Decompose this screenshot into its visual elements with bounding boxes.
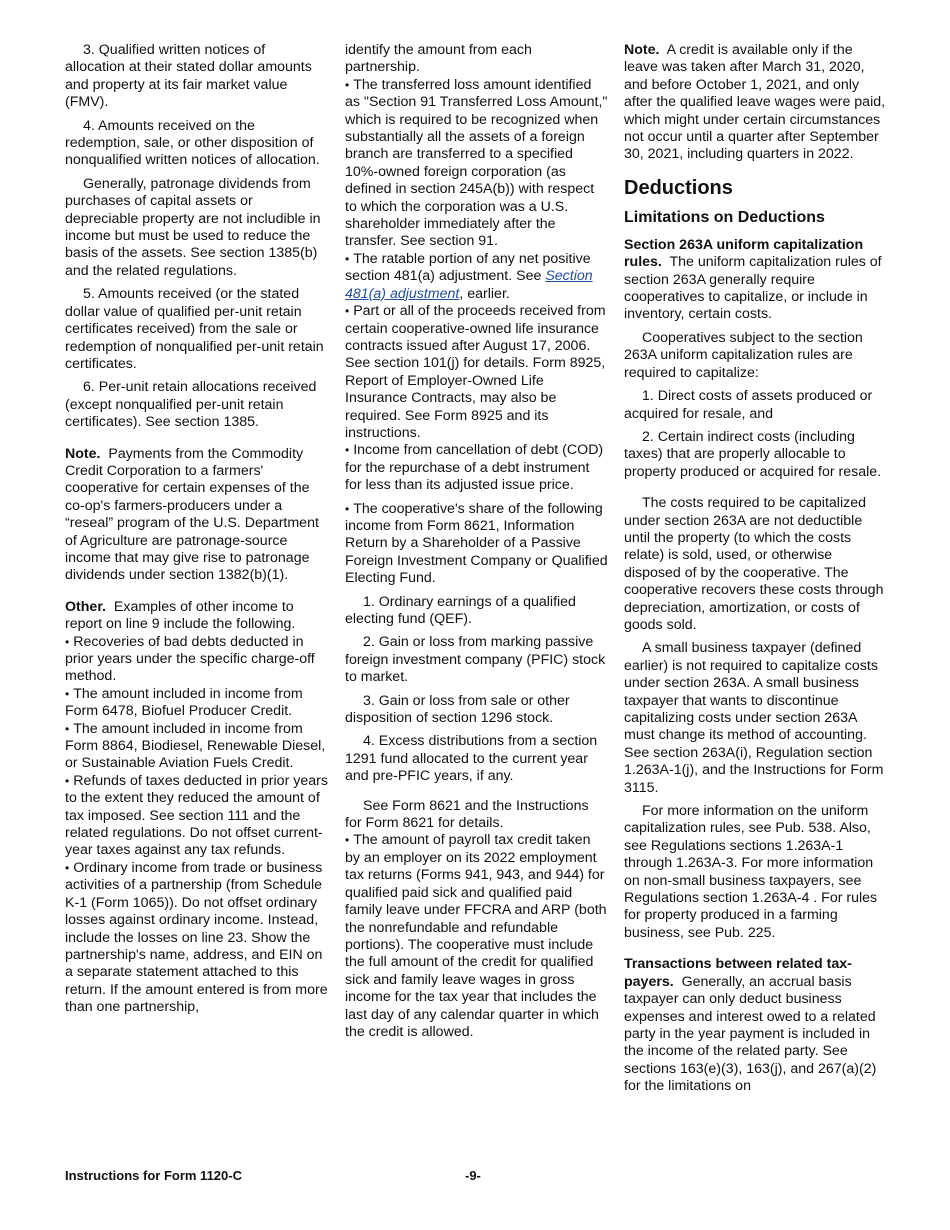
column-right <box>624 42 886 1102</box>
paragraph: The costs required to be capitalized under section 263A are not deductible until the property (to which the costs relate) is sold, used, or otherwise disposed of by the cooperative. The cooperative recovers these costs through depreciation, amortization, or costs of goods sold. <box>624 495 884 633</box>
list-item: • Refunds of taxes deducted in prior years to the extent they reduced the amount of tax imposed. See section 111 and the related regulations. Do not offset current-year taxes against any tax refunds. <box>65 772 328 859</box>
column-middle <box>345 42 608 1041</box>
section-481a-link[interactable]: Section 481(a) adjustment <box>345 268 593 302</box>
paragraph: 6. Per-unit retain allocations received (except nonqualified per-unit retain certificates). See section 1385. <box>65 379 317 431</box>
bullet-icon: • <box>65 721 70 736</box>
bullet-icon: • <box>345 501 350 516</box>
paragraph: 4. Amounts received on the redemption, sale, or other disposition of nonqualified written notices of allocation. <box>65 117 320 169</box>
footer-page-number: -9- <box>465 1168 481 1183</box>
bullet-icon: • <box>65 634 70 649</box>
heading-deductions: Deductions <box>624 176 733 199</box>
bullet-icon: • <box>345 833 350 848</box>
footer-form-title: Instructions for Form 1120-C <box>65 1168 242 1183</box>
paragraph: Generally, patronage dividends from purchases of capital assets or depreciable property are not includible in income but must be used to reduce the basis of the assets. See section 1385(b) and the related regulations. <box>65 175 321 279</box>
bullet-icon: • <box>65 773 70 788</box>
numbered-item: 1. Ordinary earnings of a qualified electing fund (QEF). <box>345 593 576 627</box>
note-paragraph: Note. Payments from the Commodity Credit Corporation to a farmers' cooperative for certain expenses of the co-op's farmers-producers under a “reseal” program of the U.S. Department of Agriculture are patronage-source income that may give rise to patronage dividends under section 1382(b)(1). <box>65 445 319 584</box>
list-item: • Ordinary income from trade or business activities of a partnership (from Schedule K-1 (Form 1065)). Do not offset ordinary losses against ordinary income. Instead, include the losses on line 23. Show the partnership's name, address, and EIN on a separate statement attached to this return. If the amount entered is from more than one partnership, <box>65 859 328 1016</box>
list-item: • Income from cancellation of debt (COD) for the repurchase of a debt instrument for less than its adjusted issue price. <box>345 442 604 494</box>
paragraph: Transactions between related taxpayers. Generally, an accrual basis taxpayer can only deduct business expenses and interest owed to a related party in the year payment is included in the income of the related party. See sections 163(e)(3), 163(j), and 267(a)(2) for the limitations on <box>624 956 877 1095</box>
list-item: • Recoveries of bad debts deducted in prior years under the specific charge-off method. <box>65 633 315 685</box>
numbered-item: 2. Certain indirect costs (including taxes) that are properly allocable to property produced or acquired for resale. <box>624 428 882 480</box>
column-left <box>65 42 328 1017</box>
section-263a-lead: Section 263A uniform capitalization rules. <box>624 236 864 271</box>
bullet-icon: • <box>65 860 70 875</box>
list-item: • The cooperative's share of the following income from Form 8621, Information Return by a Shareholder of a Passive Foreign Investment Company or Qualified Electing Fund. <box>345 500 608 587</box>
paragraph: 3. Qualified written notices of allocation at their stated dollar amounts and property at its fair market value (FMV). <box>65 42 312 111</box>
bullet-icon: • <box>65 686 70 701</box>
paragraph: See Form 8621 and the Instructions for Form 8621 for details. <box>345 797 589 832</box>
numbered-item: 3. Gain or loss from sale or other disposition of section 1296 stock. <box>345 692 570 727</box>
paragraph: Section 263A uniform capitalization rules. The uniform capitalization rules of section 263A generally require cooperatives to capitalize, or include in inventory, certain costs. <box>624 236 882 323</box>
other-lead: Other. <box>65 598 106 615</box>
numbered-item: 2. Gain or loss from marking passive foreign investment company (PFIC) stock to market. <box>345 634 606 686</box>
other-paragraph: Other. Examples of other income to report on line 9 include the following. <box>65 598 296 633</box>
bullet-icon: • <box>345 77 350 92</box>
bullet-icon: • <box>345 304 350 319</box>
paragraph: 5. Amounts received (or the stated dollar value of qualified per-unit retain certificates received) from the sale or redemption of nonqualified per-unit retain certificates. <box>65 286 324 372</box>
list-item: • The transferred loss amount identified as "Section 91 Transferred Loss Amount," which is required to be recognized when substantially all the assets of a foreign branch are transferred to a specified 10%-owned foreign corporation (as defined in section 245A(b)) with respect to which the corporation was a U.S. shareholder immediately after the transfer. See section 91. <box>345 76 608 250</box>
transactions-lead: Transactions between related taxpayers. <box>624 956 852 990</box>
note-paragraph: Note. A credit is available only if the leave was taken after March 31, 2020, and before October 1, 2021, and only after the qualified leave wages were paid, which might under certain circumstances not occur until a quarter after September 30, 2021, including quarters in 2022. <box>624 42 886 163</box>
paragraph: For more information on the uniform capitalization rules, see Pub. 538. Also, see Regulations sections 1.263A-1 through 1.263A-3. For more information on non-small business taxpayers, see Regulations section 1.263A-4 . For rules for property produced in a farming business, see Pub. 225. <box>624 803 878 941</box>
paragraph: Cooperatives subject to the section 263A uniform capitalization rules are required to capitalize: <box>624 329 863 381</box>
bullet-icon: • <box>345 443 350 458</box>
note-lead: Note. <box>624 42 660 58</box>
list-item: • Part or all of the proceeds received from certain cooperative-owned life insurance contracts issued after August 17, 2006. See section 101(j) for details. Form 8925, Report of Employer-Owned Life Insurance Contracts, may also be required. See Form 8925 and its instructions. <box>345 303 606 441</box>
heading-limitations: Limitations on Deductions <box>624 208 825 226</box>
numbered-item: 1. Direct costs of assets produced or acquired for resale, and <box>624 388 873 422</box>
list-item: • The amount included in income from Form 8864, Biodiesel, Renewable Diesel, or Sustainable Aviation Fuels Credit. <box>65 720 326 772</box>
note-lead: Note. <box>65 445 101 462</box>
list-item: • The amount of payroll tax credit taken by an employer on its 2022 employment tax returns (Forms 941, 943, and 944) for qualified paid sick and qualified paid family leave under FFCRA and ARP (both the nonrefundable and refundable portions). The cooperative must include the full amount of the credit for qualified sick and family leave wages in gross income for the tax year that includes the last day of any calendar quarter in which the credit is allowed. <box>345 832 607 1040</box>
list-item: • The ratable portion of any net positive section 481(a) adjustment. See Section 481(a) adjustment, earlier. <box>345 250 593 302</box>
list-item: • The amount included in income from Form 6478, Biofuel Producer Credit. <box>65 685 303 720</box>
paragraph: A small business taxpayer (defined earlier) is not required to capitalize costs under section 263A. A small business taxpayer that wants to discontinue capitalizing costs under section 263A must change its method of accounting. See section 263A(i), Regulation section 1.263A-1(j), and the Instructions for Form 3115. <box>624 640 884 796</box>
paragraph: identify the amount from each partnership. <box>345 42 532 76</box>
numbered-item: 4. Excess distributions from a section 1291 fund allocated to the current year and pre-PFIC years, if any. <box>345 733 598 785</box>
bullet-icon: • <box>345 251 350 266</box>
